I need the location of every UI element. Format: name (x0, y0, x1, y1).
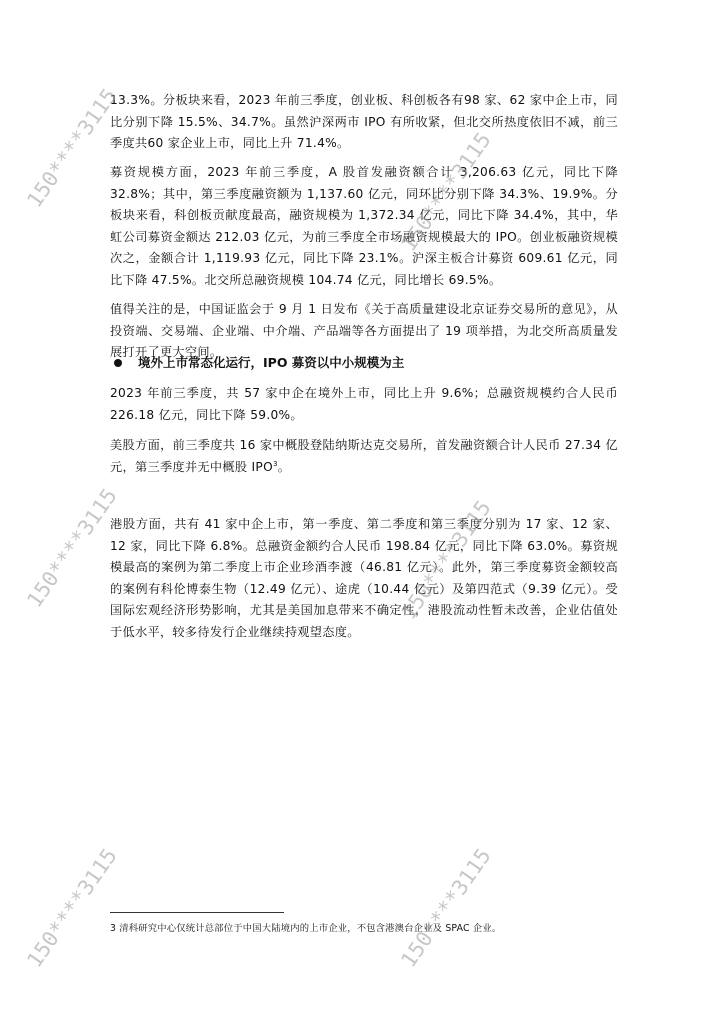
us-stocks-text: 美股方面，前三季度共 16 家中概股登陆纳斯达克交易所，首发融资额合计人民币 27.34 亿元，第三季度并无中概股 IPO (110, 438, 618, 474)
footnote-3: 3 清科研究中心仅统计总部位于中国大陆境内的上市企业，不包含港澳台企业及 SPAC 企业。 (110, 923, 502, 934)
footnote-ref-3: 3 (272, 459, 278, 468)
watermark-text: 150****3115 (396, 844, 496, 972)
footnote-separator (110, 912, 284, 913)
watermark-text: 150****3115 (396, 128, 496, 256)
paragraph-overseas-summary: 2023 年前三季度，共 57 家中企在境外上市，同比上升 9.6%；总融资规模约合人民币 226.18 亿元，同比下降 59.0%。 (110, 386, 618, 422)
paragraph-hk-stocks: 港股方面，共有 41 家中企上市，第一季度、第二季度和第三季度分别为 17 家、12 家、12 家，同比下降 6.8%。总融资金额约合人民币 198.84 亿元，同比下降 63.0%。募资规模最高的案例为第二季度上市企业珍酒李渡（46.81 亿元）。此外，第三季度募资金额较高的案例有科伦博泰生物（12.49 亿元）、途虎（10.44 亿元）及第四范式（9.39 亿元）。受国际宏观经济形势影响，尤其是美国加息带来不确定性，港股流动性暂未改善，企业估值处于低水平，较多待发行企业继续持观望态度。 (110, 517, 618, 639)
watermark-text: 150****3115 (396, 496, 496, 624)
section-heading-text: 境外上市常态化运行，IPO 募资以中小规模为主 (138, 355, 405, 370)
paragraph-csrc-opinion: 值得关注的是，中国证监会于 9 月 1 日发布《关于高质量建设北京证券交易所的意见》，从投资端、交易端、企业端、中介端、产品端等各方面提出了 19 项举措，为北交所高质量发展打开了更大空间。 (110, 302, 618, 360)
us-stocks-text-end: 。 (277, 459, 291, 474)
section-heading-overseas-listing (110, 352, 618, 374)
watermark-text: 150****3115 (22, 844, 122, 972)
paragraph-us-stocks (110, 435, 618, 478)
watermark-text: 150****3115 (22, 484, 122, 612)
paragraph-fundraising-scale: 募资规模方面，2023 年前三季度，A 股首发融资额合计 3,206.63 亿元，同比下降 32.8%；其中，第三季度融资额为 1,137.60 亿元，同环比分别下降 34.3%、19.9%。分板块来看，科创板贡献度最高，融资规模为 1,372.34 亿元，同比下降 34.4%，其中，华虹公司募资金额达 212.03 亿元，为前三季度全市场融资规模最大的 IPO。创业板融资规模次之，金额合计 1,119.93 亿元，同比下降 23.1%。沪深主板合计募资 609.61 亿元，同比下降 47.5%。北交所总融资规模 104.74 亿元，同比增长 69.5%。 (110, 165, 618, 287)
bullet-dot-icon (114, 359, 122, 367)
watermark-text: 150****3115 (22, 84, 122, 212)
paragraph-ipo-board-summary: 13.3%。分板块来看，2023 年前三季度，创业板、科创板各有98 家、62 家中企上市，同比分别下降 15.5%、34.7%。虽然沪深两市 IPO 有所收紧，但北交所热度依旧不减，前三季度共60 家企业上市，同比上升 71.4%。 (110, 93, 618, 151)
